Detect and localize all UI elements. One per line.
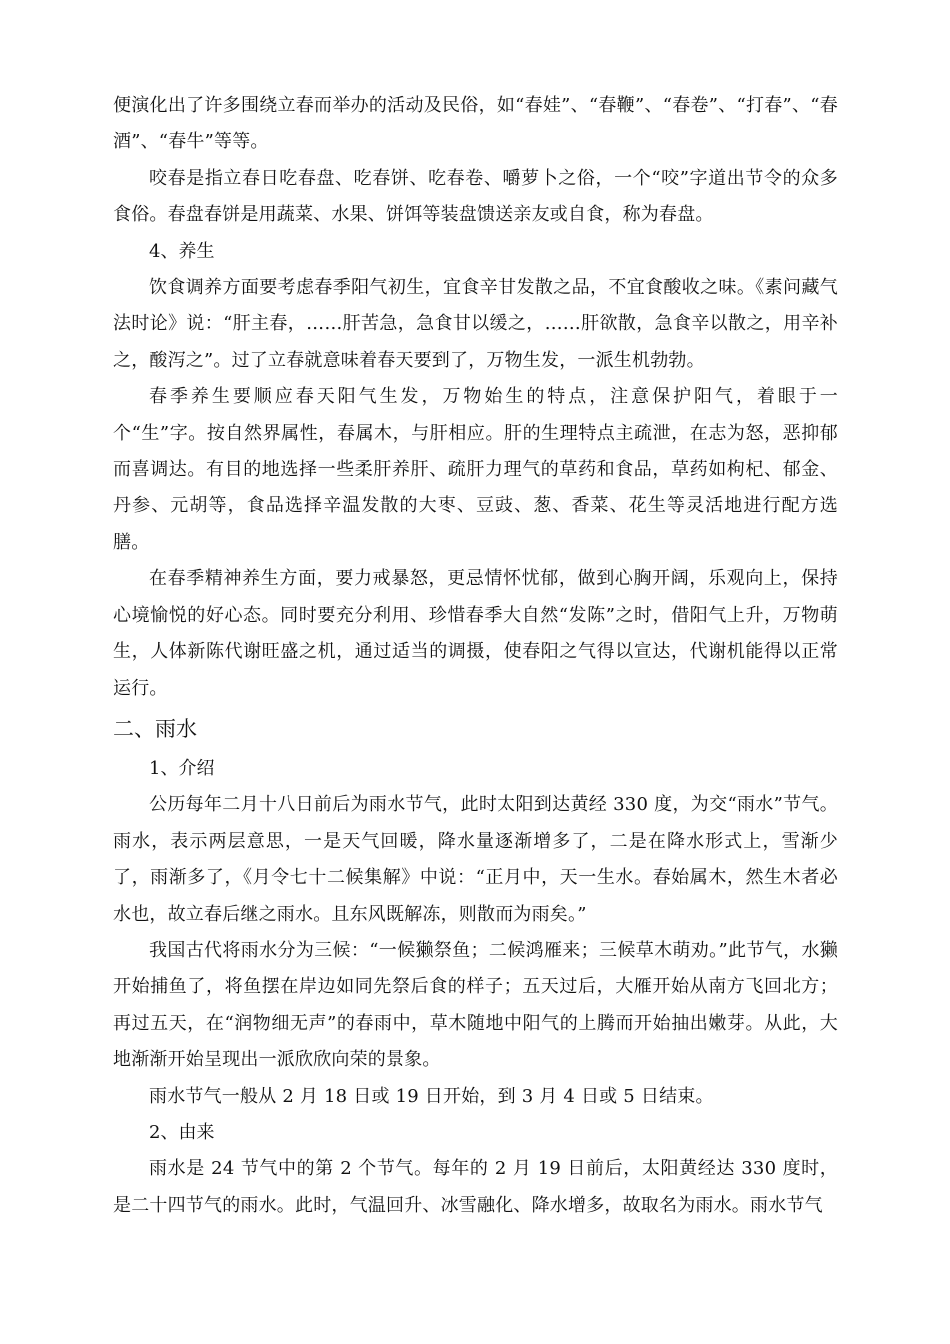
- paragraph-spring-customs: 便演化出了许多围绕立春而举办的活动及民俗，如“春娃”、“春鞭”、“春卷”、“打春”、“春酒”、“春牛”等等。: [113, 95, 838, 153]
- paragraph-origin: 雨水是 24 节气中的第 2 个节气。每年的 2 月 19 日前后，太阳黄经达 330 度时，是二十四节气的雨水。此时，气温回升、冰雪融化、降水增多，故取名为雨水。雨水节气: [113, 1158, 838, 1216]
- subheading-yangsheng: 4、养生: [149, 240, 215, 262]
- paragraph-spring-health: 春季养生要顺应春天阳气生发，万物始生的特点，注意保护阳气，着眼于一个“生”字。按自然界属性，春属木，与肝相应。肝的生理特点主疏泄，在志为怒，恶抑郁而喜调达。有目的地选择一些柔肝养肝、疏肝力理气的草药和食品，草药如枸杞、郁金、丹参、元胡等，食品选择辛温发散的大枣、豆豉、葱、香菜、花生等灵活地进行配方选膳。: [113, 386, 838, 553]
- paragraph-diet: 饮食调养方面要考虑春季阳气初生，宜食辛甘发散之品，不宜食酸收之味。《素问藏气法时论》说：“肝主春，……肝苦急，急食甘以缓之，……肝欲散，急食辛以散之，用辛补之，酸泻之”。过了立春就意味着春天要到了，万物生发，一派生机勃勃。: [113, 277, 838, 371]
- subheading-jieshao: 1、介绍: [149, 757, 215, 779]
- paragraph-mental-health: 在春季精神养生方面，要力戒暴怒，更忌情怀忧郁，做到心胸开阔，乐观向上，保持心境愉悦的好心态。同时要充分利用、珍惜春季大自然“发陈”之时，借阳气上升，万物萌生，人体新陈代谢旺盛之机，通过适当的调摄，使春阳之气得以宣达，代谢机能得以正常运行。: [113, 568, 838, 699]
- section-heading-yushui: 二、雨水: [113, 716, 197, 741]
- paragraph-dates: 雨水节气一般从 2 月 18 日或 19 日开始，到 3 月 4 日或 5 日结束。: [149, 1085, 714, 1107]
- document-page: [113, 88, 838, 1224]
- paragraph-three-phases: 我国古代将雨水分为三候：“一候獭祭鱼；二候鸿雁来；三候草木萌劝。”此节气，水獭开始捕鱼了，将鱼摆在岸边如同先祭后食的样子；五天过后，大雁开始从南方飞回北方；再过五天，在“润物细无声”的春雨中，草木随地中阳气的上腾而开始抽出嫩芽。从此，大地渐渐开始呈现出一派欣欣向荣的景象。: [113, 939, 838, 1071]
- paragraph-yaochun: 咬春是指立春日吃春盘、吃春饼、吃春卷、嚼萝卜之俗，一个“咬”字道出节令的众多食俗。春盘春饼是用蔬菜、水果、饼饵等装盘馈送亲友或自食，称为春盘。: [113, 167, 838, 226]
- paragraph-yushui-intro: 公历每年二月十八日前后为雨水节气，此时太阳到达黄经 330 度，为交“雨水”节气。雨水，表示两层意思，一是天气回暖，降水量逐渐增多了，二是在降水形式上，雪渐少了，雨渐多了，《月令七十二候集解》中说：“正月中，天一生水。春始属木，然生木者必水也，故立春后继之雨水。且东风既解冻，则散而为雨矣。”: [113, 794, 838, 925]
- subheading-youlai: 2、由来: [149, 1121, 215, 1143]
